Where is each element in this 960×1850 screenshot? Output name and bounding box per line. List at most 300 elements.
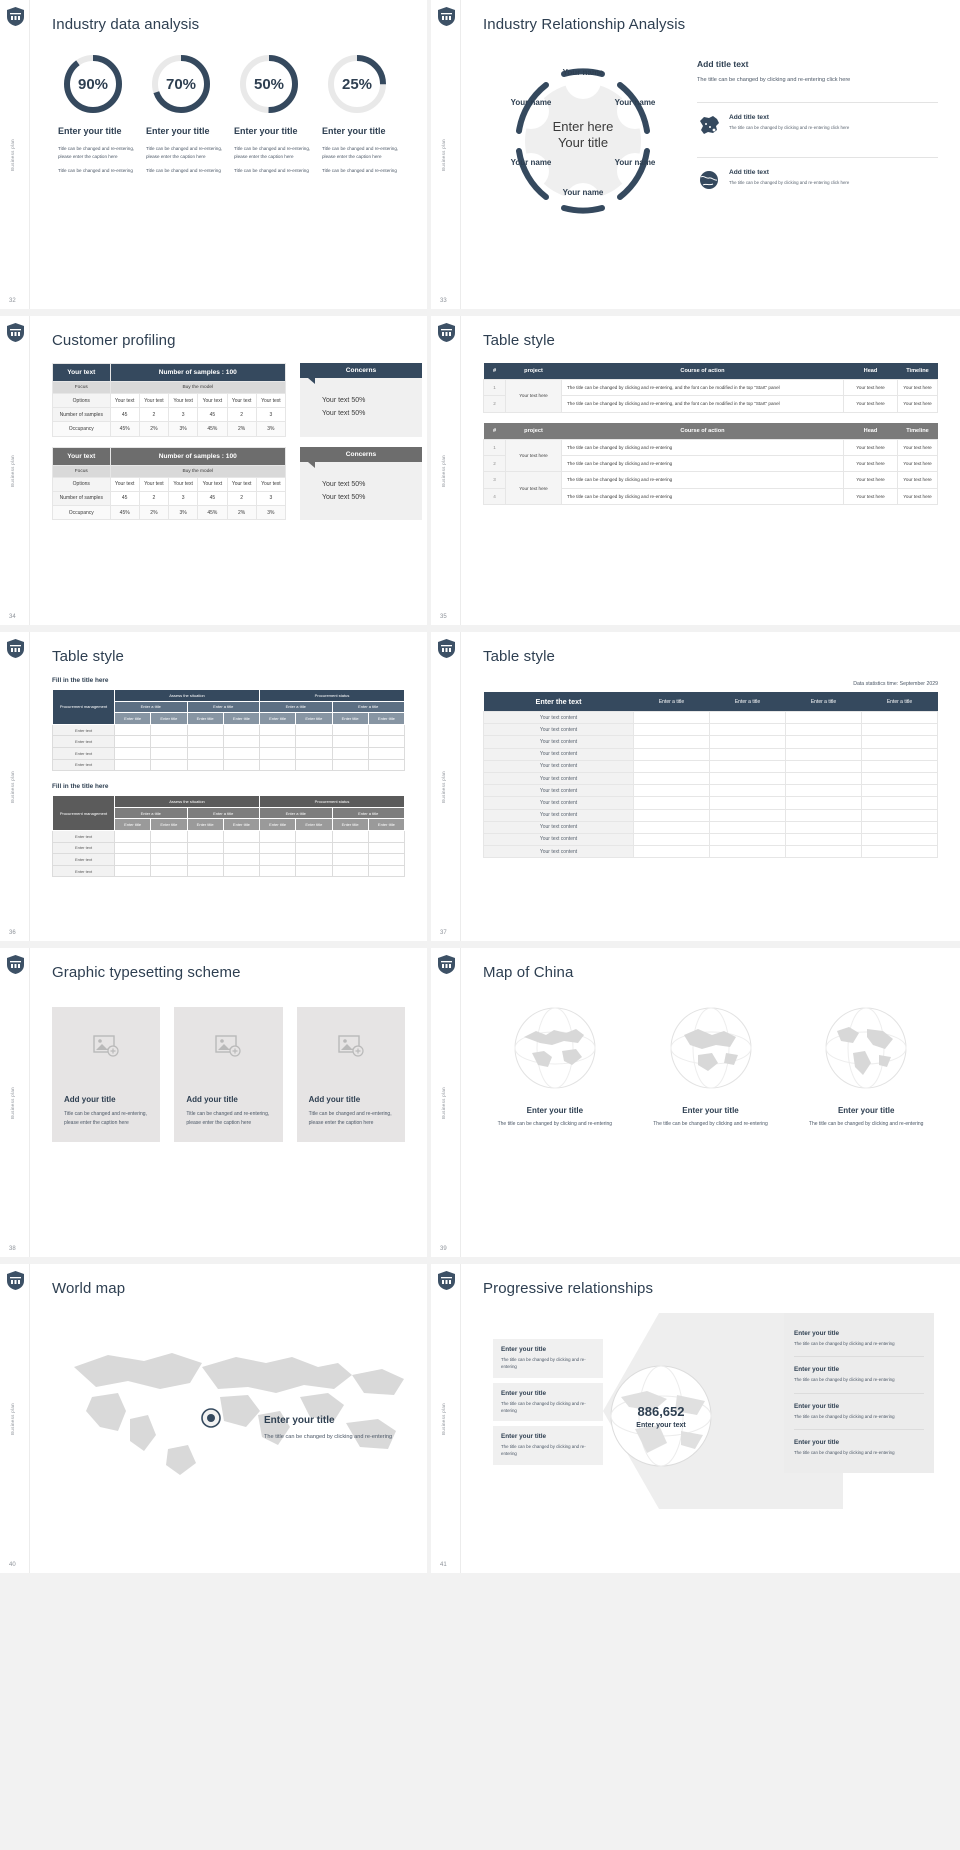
cell-action: The title can be changed by clicking and re-entering, and the font can be modified in the top "Start" panel	[562, 380, 844, 396]
cell[interactable]	[368, 724, 404, 736]
cell[interactable]	[115, 724, 151, 736]
slide-rail	[431, 948, 461, 1257]
info-box[interactable]	[794, 1430, 924, 1465]
sub-title: Enter title	[151, 713, 187, 725]
cell[interactable]	[368, 830, 404, 842]
cell[interactable]	[260, 736, 296, 748]
mid-title: Enter a title	[332, 807, 405, 819]
sub-title: Enter title	[115, 819, 151, 831]
cell[interactable]	[862, 785, 938, 797]
cell: 45%	[110, 506, 139, 520]
cell[interactable]	[187, 747, 223, 759]
cell: Your text	[227, 477, 256, 491]
circular-diagram	[483, 41, 683, 231]
cell[interactable]	[710, 846, 786, 858]
row-label: Enter text	[53, 865, 115, 877]
col-main: Enter the text	[484, 692, 634, 712]
donut-chart	[238, 53, 300, 115]
sub-title: Enter title	[187, 819, 223, 831]
globe-item[interactable]	[794, 1005, 938, 1129]
panel-body: The title can be changed by clicking and re-entering click here	[697, 77, 851, 83]
cell: 3	[256, 491, 285, 505]
diagram-node-right-bottom[interactable]: Your name	[614, 158, 656, 167]
cell[interactable]	[862, 833, 938, 845]
cell-action: The title can be changed by clicking and re-entering	[562, 472, 844, 488]
cell-index: 1	[484, 439, 506, 455]
header-your-text: Your text	[53, 364, 111, 382]
cell: Your text	[110, 477, 139, 491]
globe-body: The title can be changed by clicking and re-entering	[497, 1121, 613, 1127]
cell[interactable]	[634, 785, 710, 797]
left-boxes	[493, 1339, 603, 1470]
cell[interactable]	[368, 854, 404, 866]
col-head: Head	[844, 363, 898, 380]
feature-item[interactable]	[697, 102, 938, 141]
col-timeline: Timeline	[898, 363, 938, 380]
slide-body	[461, 632, 960, 941]
cell[interactable]	[634, 760, 710, 772]
cell[interactable]	[634, 821, 710, 833]
header-samples: Number of samples : 100	[110, 364, 285, 382]
cell[interactable]	[634, 846, 710, 858]
concerns-body	[300, 462, 422, 521]
row-label: Your text content	[484, 809, 634, 821]
cell[interactable]	[710, 712, 786, 724]
cell[interactable]	[151, 854, 187, 866]
image-card[interactable]	[297, 1007, 405, 1142]
slide-33[interactable]	[431, 0, 960, 309]
cell[interactable]	[151, 865, 187, 877]
cell[interactable]	[786, 724, 862, 736]
donut-item[interactable]	[58, 53, 136, 175]
cell[interactable]	[187, 830, 223, 842]
cell[interactable]	[260, 724, 296, 736]
cell[interactable]	[634, 724, 710, 736]
cell-timeline: Your text here	[898, 396, 938, 412]
row-label-samples: Number of samples	[53, 491, 111, 505]
mid-title: Enter a title	[187, 701, 260, 713]
row-label-samples: Number of samples	[53, 408, 111, 422]
image-card[interactable]	[174, 1007, 282, 1142]
row-label: Your text content	[484, 712, 634, 724]
cell-timeline: Your text here	[898, 488, 938, 504]
slide-body	[461, 948, 960, 1257]
cell[interactable]	[223, 842, 259, 854]
cell[interactable]	[368, 736, 404, 748]
cell[interactable]	[634, 712, 710, 724]
cell[interactable]	[862, 809, 938, 821]
image-card[interactable]	[52, 1007, 160, 1142]
cell[interactable]	[634, 797, 710, 809]
rail-label: Business plan	[10, 454, 15, 487]
table-row	[484, 472, 938, 488]
col-project: project	[506, 423, 562, 440]
cell[interactable]	[786, 748, 862, 760]
cell[interactable]	[187, 759, 223, 771]
feature-item[interactable]	[697, 157, 938, 196]
cell: 3	[169, 491, 198, 505]
cell[interactable]	[710, 760, 786, 772]
cell[interactable]	[332, 830, 368, 842]
cell[interactable]	[862, 821, 938, 833]
row-label: Your text content	[484, 760, 634, 772]
group-assess: Assess the situation	[115, 690, 260, 702]
world-map-graphic	[52, 1323, 427, 1503]
cell[interactable]	[260, 842, 296, 854]
cell[interactable]	[187, 854, 223, 866]
cell[interactable]	[862, 797, 938, 809]
cell[interactable]	[634, 736, 710, 748]
procurement-table-primary[interactable]	[52, 689, 405, 771]
cell[interactable]	[223, 865, 259, 877]
cell[interactable]	[634, 833, 710, 845]
section-label: Fill in the title here	[52, 677, 109, 684]
cell[interactable]	[710, 785, 786, 797]
cell: 2%	[227, 506, 256, 520]
procurement-table-secondary[interactable]	[52, 795, 405, 877]
cell-head: Your text here	[844, 439, 898, 455]
slide-body	[30, 948, 427, 1257]
cell[interactable]	[115, 842, 151, 854]
cell[interactable]	[187, 736, 223, 748]
diagram-node-left-bottom[interactable]: Your name	[510, 158, 552, 167]
col-action: Course of action	[562, 423, 844, 440]
cell[interactable]	[296, 747, 332, 759]
info-box[interactable]	[493, 1339, 603, 1378]
cell: 45	[198, 408, 227, 422]
cell[interactable]	[151, 759, 187, 771]
row-label: Your text content	[484, 736, 634, 748]
cell[interactable]	[223, 759, 259, 771]
cell[interactable]	[332, 865, 368, 877]
cell[interactable]	[786, 736, 862, 748]
china-map-icon	[697, 114, 721, 141]
cell-index: 4	[484, 488, 506, 504]
table-row	[484, 724, 938, 736]
cell[interactable]	[260, 865, 296, 877]
cell[interactable]	[862, 748, 938, 760]
info-box[interactable]	[493, 1426, 603, 1465]
cell[interactable]	[862, 846, 938, 858]
cell-timeline: Your text here	[898, 456, 938, 472]
cell[interactable]	[296, 842, 332, 854]
diagram-node-top[interactable]: Your name	[562, 68, 604, 77]
cell[interactable]	[710, 736, 786, 748]
cell[interactable]	[260, 830, 296, 842]
cell: 2%	[227, 422, 256, 436]
table-row	[53, 408, 286, 422]
cell[interactable]	[151, 830, 187, 842]
cell-project: Your text here	[506, 439, 562, 472]
cell[interactable]	[710, 748, 786, 760]
cell[interactable]	[223, 830, 259, 842]
cell: Your text	[198, 394, 227, 408]
slide-rail	[0, 632, 30, 941]
table-row	[484, 748, 938, 760]
box-title: Enter your title	[501, 1346, 547, 1353]
cell[interactable]	[862, 712, 938, 724]
cell[interactable]	[862, 724, 938, 736]
row-label: Enter text	[53, 854, 115, 866]
row-label: Your text content	[484, 748, 634, 760]
slide-35[interactable]	[431, 316, 960, 625]
box-body: The title can be changed by clicking and re-entering	[794, 1341, 895, 1346]
subheader-focus: Focus	[53, 382, 111, 394]
donut-caption-1: Title can be changed and re-entering, please enter the caption here	[146, 146, 223, 159]
cell[interactable]	[332, 747, 368, 759]
table-row	[53, 854, 405, 866]
cell[interactable]	[786, 797, 862, 809]
cell[interactable]	[786, 809, 862, 821]
donut-item[interactable]	[322, 53, 400, 175]
cell[interactable]	[332, 842, 368, 854]
cell[interactable]	[710, 809, 786, 821]
table-row	[484, 736, 938, 748]
table-subheader-row	[53, 465, 286, 477]
donut-heading: Enter your title	[146, 126, 210, 136]
info-box[interactable]	[794, 1394, 924, 1430]
row-label: Enter text	[53, 842, 115, 854]
col-timeline: Timeline	[898, 423, 938, 440]
cell: 45%	[110, 422, 139, 436]
cell[interactable]	[710, 772, 786, 784]
subheader-focus: Focus	[53, 465, 111, 477]
slide-body	[461, 316, 960, 625]
cell[interactable]	[115, 759, 151, 771]
table-group-row	[53, 690, 405, 702]
cell[interactable]	[710, 797, 786, 809]
table-subheader-row	[53, 382, 286, 394]
slide-body	[30, 632, 427, 941]
page-number: 35	[440, 614, 447, 620]
cell[interactable]	[296, 865, 332, 877]
row-label-occupancy: Occupancy	[53, 506, 111, 520]
page-number: 36	[9, 930, 16, 936]
cell-project: Your text here	[506, 380, 562, 413]
cell[interactable]	[862, 760, 938, 772]
cell: 2	[139, 491, 168, 505]
col-3: Enter a title	[786, 692, 862, 712]
donut-heading: Enter your title	[234, 126, 298, 136]
progressive-diagram	[483, 1309, 938, 1529]
cell[interactable]	[115, 736, 151, 748]
cell[interactable]	[786, 760, 862, 772]
map-pin-icon[interactable]	[200, 1407, 222, 1434]
cell[interactable]	[332, 736, 368, 748]
cell[interactable]	[115, 854, 151, 866]
globe-item[interactable]	[639, 1005, 783, 1129]
donut-caption-1: Title can be changed and re-entering, please enter the caption here	[234, 146, 311, 159]
diagram-center-label	[483, 119, 683, 152]
cell[interactable]	[368, 747, 404, 759]
shield-logo-icon	[7, 323, 24, 342]
cell[interactable]	[260, 854, 296, 866]
cell[interactable]	[115, 830, 151, 842]
cell[interactable]	[368, 842, 404, 854]
sub-title: Enter title	[151, 819, 187, 831]
cell[interactable]	[296, 724, 332, 736]
profiling-table-secondary[interactable]	[52, 447, 286, 521]
globe-item[interactable]	[483, 1005, 627, 1129]
cell[interactable]	[368, 759, 404, 771]
cell-action: The title can be changed by clicking and re-entering	[562, 439, 844, 455]
cell[interactable]	[223, 747, 259, 759]
slide-34[interactable]	[0, 316, 427, 625]
sub-title: Enter title	[368, 819, 404, 831]
cell[interactable]	[296, 759, 332, 771]
cell[interactable]	[332, 724, 368, 736]
mid-title: Enter a title	[260, 701, 333, 713]
cell[interactable]	[786, 772, 862, 784]
cell[interactable]	[786, 712, 862, 724]
col-project: project	[506, 363, 562, 380]
page-title: Industry Relationship Analysis	[483, 16, 686, 33]
cell[interactable]	[151, 747, 187, 759]
cell[interactable]	[332, 854, 368, 866]
statistics-table[interactable]	[483, 692, 938, 858]
page-number: 34	[9, 614, 16, 620]
shield-logo-icon	[438, 323, 455, 342]
box-title: Enter your title	[794, 1402, 840, 1410]
donut-caption-2: Title can be changed and re-entering	[322, 168, 397, 174]
page-number: 32	[9, 298, 16, 304]
group-procurement: Procurement status	[260, 796, 405, 808]
action-table-primary[interactable]	[483, 363, 938, 413]
cell[interactable]	[296, 736, 332, 748]
cell[interactable]	[296, 854, 332, 866]
table-row	[484, 797, 938, 809]
globe-icon	[512, 1005, 598, 1091]
rail-label: Business plan	[10, 138, 15, 171]
sub-title: Enter title	[115, 713, 151, 725]
cell[interactable]	[634, 772, 710, 784]
sub-title: Enter title	[332, 819, 368, 831]
cell[interactable]	[187, 724, 223, 736]
box-title: Enter your title	[501, 1433, 547, 1441]
cell[interactable]	[786, 821, 862, 833]
page-title: Industry data analysis	[52, 16, 200, 33]
info-box[interactable]	[794, 1321, 924, 1357]
page-title: Table style	[483, 332, 555, 349]
feature-text	[729, 169, 849, 196]
cell[interactable]	[786, 846, 862, 858]
cell[interactable]	[223, 724, 259, 736]
globe-icon	[697, 169, 721, 196]
table-row	[53, 422, 286, 436]
slide-37[interactable]	[431, 632, 960, 941]
diagram-node-bottom[interactable]: Your name	[562, 188, 604, 197]
donut-value: 50%	[253, 75, 285, 93]
profiling-table-primary[interactable]	[52, 363, 286, 437]
action-table-secondary[interactable]	[483, 423, 938, 505]
row-label: Your text content	[484, 772, 634, 784]
relationship-text-panel	[683, 41, 938, 231]
cell[interactable]	[115, 865, 151, 877]
concerns-card-primary[interactable]	[300, 363, 422, 437]
slide-39[interactable]	[431, 948, 960, 1257]
slide-41[interactable]	[431, 1264, 960, 1573]
cell[interactable]	[115, 747, 151, 759]
page-title: World map	[52, 1280, 126, 1297]
page-title: Progressive relationships	[483, 1280, 654, 1297]
cell: 45	[110, 408, 139, 422]
donut-chart	[62, 53, 124, 115]
sub-title: Enter title	[260, 713, 296, 725]
slide-36[interactable]	[0, 632, 427, 941]
card-title: Add your title	[186, 1095, 238, 1104]
cell[interactable]	[710, 724, 786, 736]
donut-item[interactable]	[146, 53, 224, 175]
cell[interactable]	[786, 785, 862, 797]
box-body: The title can be changed by clicking and re-entering	[501, 1357, 586, 1370]
rail-label: Business plan	[10, 1086, 15, 1119]
data-timestamp: Data statistics time: September 2029	[853, 681, 938, 687]
diagram-node-left-top[interactable]: Your name	[510, 98, 552, 107]
info-box[interactable]	[493, 1383, 603, 1422]
mid-title: Enter a title	[332, 701, 405, 713]
slide-body	[461, 0, 960, 309]
concerns-title: Concerns	[300, 447, 422, 462]
header-your-text: Your text	[53, 447, 111, 465]
cell[interactable]	[332, 759, 368, 771]
cell[interactable]	[223, 736, 259, 748]
slide-32[interactable]	[0, 0, 427, 309]
cell[interactable]	[368, 865, 404, 877]
cell[interactable]	[151, 724, 187, 736]
panel-title: Add title text	[697, 59, 749, 69]
sub-title: Enter title	[332, 713, 368, 725]
cell[interactable]	[786, 833, 862, 845]
cell[interactable]	[862, 736, 938, 748]
cell[interactable]	[710, 821, 786, 833]
table-row	[53, 506, 286, 520]
metric-globe[interactable]	[601, 1357, 721, 1475]
cell[interactable]	[260, 759, 296, 771]
slide-38[interactable]	[0, 948, 427, 1257]
slide-40[interactable]	[0, 1264, 427, 1573]
cell[interactable]	[634, 748, 710, 760]
table-row	[53, 842, 405, 854]
table-row	[53, 724, 405, 736]
donut-caption-2: Title can be changed and re-entering	[146, 168, 221, 174]
cell[interactable]	[296, 830, 332, 842]
profiling-row-2	[52, 437, 422, 521]
cell[interactable]	[634, 809, 710, 821]
caption-title: Enter your title	[264, 1415, 335, 1426]
info-box[interactable]	[794, 1357, 924, 1393]
slide-rail	[431, 0, 461, 309]
cell[interactable]	[151, 736, 187, 748]
cell[interactable]	[151, 842, 187, 854]
cell[interactable]	[862, 772, 938, 784]
sub-title: Enter title	[296, 819, 332, 831]
shield-logo-icon	[7, 955, 24, 974]
donut-chart	[326, 53, 388, 115]
cell[interactable]	[260, 747, 296, 759]
diagram-node-right-top[interactable]: Your name	[614, 98, 656, 107]
cell[interactable]	[187, 842, 223, 854]
concerns-card-secondary[interactable]	[300, 447, 422, 521]
cell: Your text	[169, 394, 198, 408]
cell-index: 3	[484, 472, 506, 488]
page-title: Table style	[52, 648, 124, 665]
cell: Your text	[110, 394, 139, 408]
donut-item[interactable]	[234, 53, 312, 175]
cell[interactable]	[223, 854, 259, 866]
cell[interactable]	[710, 833, 786, 845]
box-body: The title can be changed by clicking and re-entering	[794, 1413, 895, 1419]
cell[interactable]	[187, 865, 223, 877]
